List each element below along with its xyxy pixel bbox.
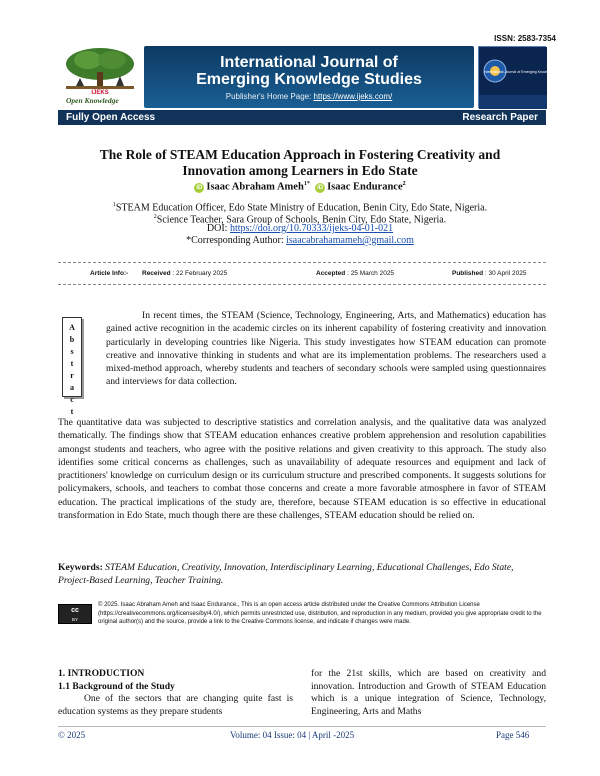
journal-logo <box>58 46 142 108</box>
homepage-line <box>144 92 474 101</box>
journal-header <box>58 46 569 108</box>
issn: ISSN: 2583-7354 <box>494 34 556 43</box>
body-paragraph: One of the sectors that are changing quite fast is education systems as they prepare students <box>58 693 293 717</box>
cover-text: International Journal of Emerging Knowledge Studies <box>483 70 569 74</box>
paper-type-label: Research Paper <box>462 112 538 123</box>
logo-text: Open Knowledge <box>66 96 119 105</box>
affil1-text: STEAM Education Officer, Edo State Ministry of Education, Benin City, Edo State, Nigeria. <box>115 202 488 214</box>
abstract-label-box <box>62 317 82 416</box>
section-heading: 1. INTRODUCTION <box>58 668 145 679</box>
received-label: Received <box>142 270 171 277</box>
orcid-icon[interactable]: iD <box>317 184 324 191</box>
abstract-letter: r <box>70 371 74 380</box>
author2-name: Isaac Endurance <box>327 181 403 193</box>
author2-sup: 2 <box>402 181 406 187</box>
published-date: : 30 April 2025 <box>484 270 527 277</box>
doi-link[interactable]: https://doi.org/10.70333/ijeks-04-01-021 <box>229 223 394 234</box>
cc-license-badge[interactable] <box>58 604 92 624</box>
footer-copyright: © 2025 <box>58 730 86 740</box>
abstract-letter: s <box>70 347 74 356</box>
journal-cover-icon <box>479 47 569 109</box>
license-text: © 2025. Isaac Abraham Ameh and Isaac Endurance., This is an open access article distributed under the Creative Commons Attribution License (https://creativecommons.org/licenses/by/4.0/), which permits unrestricted use, distribution, and reproduction in any medium, provided you give appropriate credit to the original author(s) and the source, provide a link to the Creative Commons license, and indicate if changes were made. <box>98 602 542 625</box>
doi-line <box>40 223 560 235</box>
affil2-text: Science Teacher, Sara Group of Schools, Benin City, Edo State, Nigeria. <box>156 214 447 226</box>
accepted-label: Accepted <box>316 270 346 277</box>
body-column-right: for the 21st skills, which are based on creativity and innovation. Introduction and Growth of STEAM Education which is a unique integration of Science, Technology, Engineering, Arts and Maths <box>311 668 546 717</box>
abstract-text-part2: The quantitative data was subjected to descriptive statistics and correlation analysis, and the qualitative data was analyzed thematically. The findings show that STEAM education enhances creative problem apprehension and resolution capabilities amongst students and teachers, who agree with the positive relations and given creativity to this approach. The study also identifies some critical concerns as challenges, such as unavailability of adequate resources and equipment and lack of practitioners' knowledge on curriculum design or its curriculum structure and prescribed components. It suggests solutions for policymakers, schools, and teachers to combat those concerns and create a more favorable atmosphere in favor of STEAM education. The practical implications of the study are, therefore, because STEAM education is so effective in educational transformation in Edo State, much though there are these challenges, STEAM education should be relied on. <box>58 417 546 522</box>
abstract-text-part1 <box>106 309 546 389</box>
received-date: : 22 February 2025 <box>172 270 228 277</box>
abstract-letter: A <box>69 323 75 332</box>
corresponding-author <box>40 235 560 247</box>
homepage-label: Publisher's Home Page: <box>225 92 314 101</box>
journal-banner <box>144 46 474 108</box>
corr-label: *Corresponding Author: <box>186 235 287 246</box>
doi-label: DOI: <box>206 223 230 234</box>
orcid-icon[interactable]: iD <box>196 184 203 191</box>
footer-page: Page 546 <box>496 730 530 740</box>
article-info-label <box>90 270 128 277</box>
abstract-letter: c <box>70 395 74 404</box>
info-rule-top <box>58 262 546 263</box>
abstract-letter: b <box>69 335 75 344</box>
keywords-text: STEAM Education, Creativity, Innovation, Interdisciplinary Learning, Educational Challenges, Edo State, Project-Based Learning, Teacher Training. <box>58 562 514 586</box>
article-title <box>40 147 560 179</box>
affil1-sup: 1 <box>112 202 116 208</box>
authors <box>40 181 560 193</box>
cc-icon: cc <box>71 607 79 614</box>
logo-mark: IJEKS <box>91 90 109 96</box>
accepted-date: : 25 March 2025 <box>347 270 395 277</box>
info-label: Article Info:- <box>90 270 129 277</box>
keywords <box>58 562 546 587</box>
received-info <box>142 270 227 277</box>
abstract-letter: t <box>70 359 74 368</box>
subsection-heading: 1.1 Background of the Study <box>58 680 175 692</box>
title-line1: The Role of STEAM Education Approach in Fostering Creativity and <box>99 147 501 162</box>
corr-email-link[interactable]: isaacabrahamameh@gmail.com <box>286 235 414 246</box>
homepage-link[interactable]: https://www.ijeks.com/ <box>313 92 393 101</box>
title-line2: Innovation among Learners in Edo State <box>182 163 418 178</box>
affil2-sup: 2 <box>153 214 157 220</box>
journal-cover <box>478 46 569 108</box>
footer-rule <box>58 726 546 727</box>
keywords-label: Keywords: <box>58 562 103 573</box>
tree-logo-icon <box>58 46 142 96</box>
abstract-letter: t <box>70 407 74 416</box>
access-bar <box>58 110 546 125</box>
journal-title-line1: International Journal of <box>220 54 398 71</box>
abstract-letter: a <box>70 383 74 392</box>
info-rule-bottom <box>58 284 546 285</box>
author1-name: Isaac Abraham Ameh <box>206 181 304 193</box>
footer-volume: Volume: 04 Issue: 04 | April -2025 <box>230 730 355 740</box>
open-access-label: Fully Open Access <box>66 112 156 123</box>
accepted-info <box>316 270 394 277</box>
cc-by-label: BY <box>71 617 78 622</box>
journal-title-line2: Emerging Knowledge Studies <box>196 71 422 88</box>
abstract-part1: In recent times, the STEAM (Science, Technology, Engineering, Arts, and Mathematics) education has gained active recognition in the academic circles on its inherent capability of fostering creativity and innovation particularly in developing countries like Nigeria. This study investigates how STEAM education can promote creative and innovative thinking in students and what are its implementation problems. The researchers used a mixed-method approach, whereby students and teachers of secondary schools were sampled using questionnaires and interviews for data collection. <box>106 310 546 388</box>
published-label: Published <box>452 270 484 277</box>
body-column-left <box>58 668 293 718</box>
author1-sup: 1* <box>303 181 310 187</box>
published-info <box>452 270 526 277</box>
